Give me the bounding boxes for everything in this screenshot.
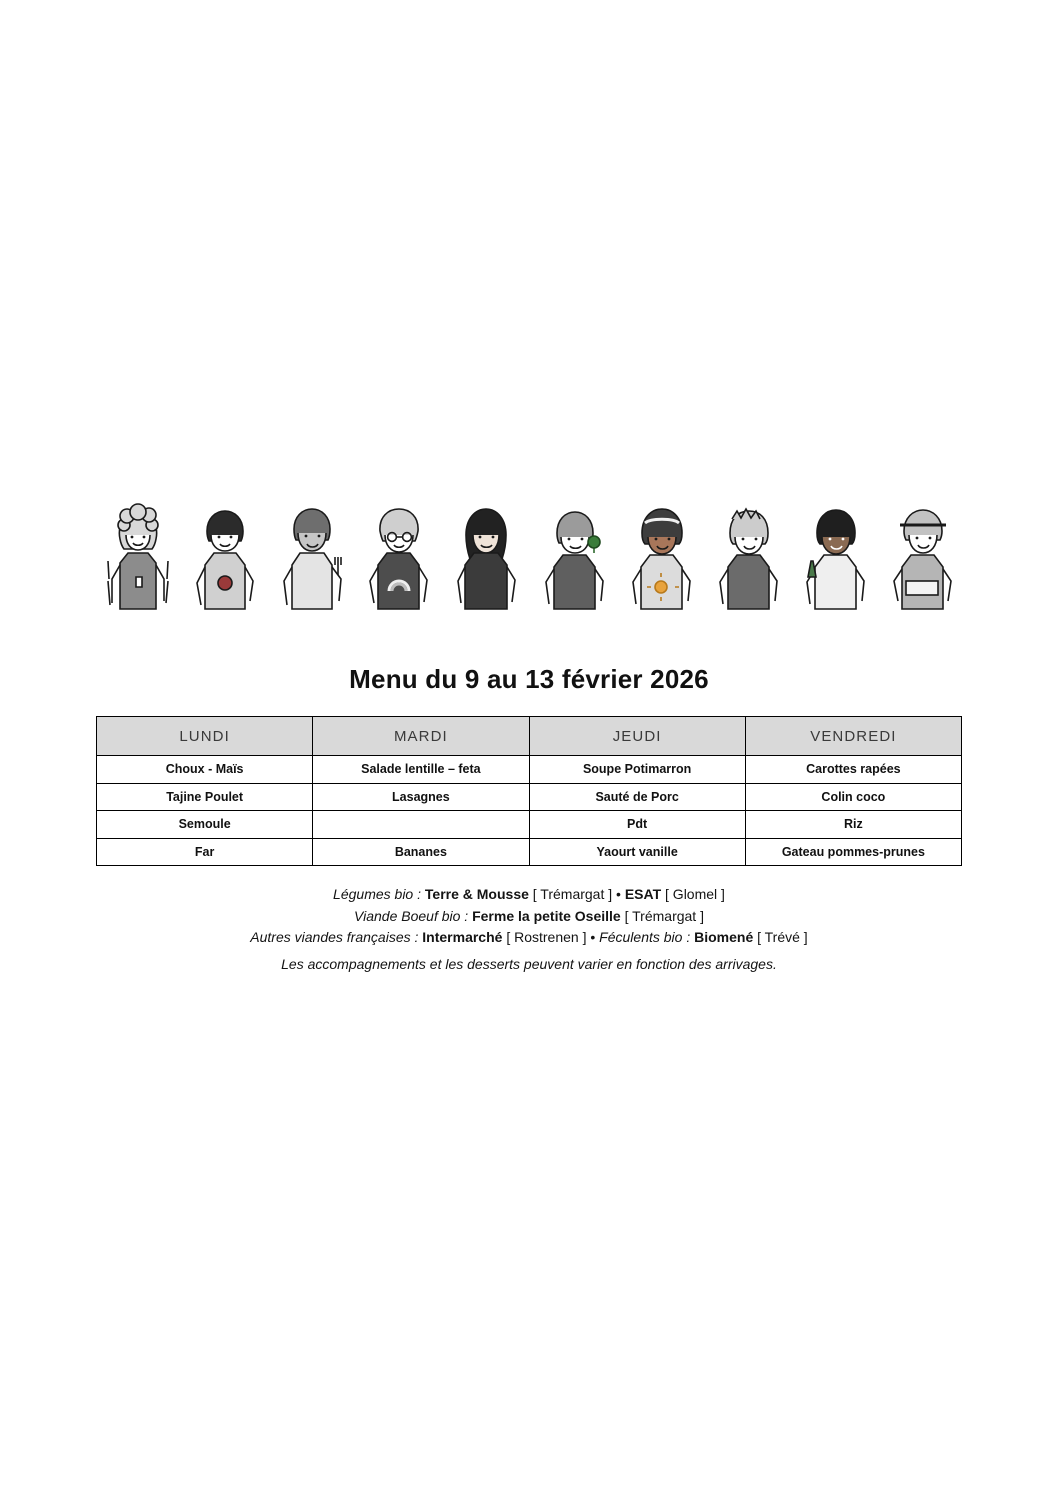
supplier-biomene: Biomené <box>694 929 754 946</box>
child-dark-hair-bowl-icon <box>187 495 263 623</box>
label-feculents-bio: Féculents bio : <box>599 929 695 946</box>
child-holding-drink-icon <box>797 495 873 623</box>
menu-cell: Bananes <box>313 838 529 866</box>
supplier-note-line-2 <box>0 906 1058 928</box>
menu-table-container <box>96 716 962 866</box>
label-legumes-bio: Légumes bio : <box>333 886 425 902</box>
table-row <box>97 756 962 784</box>
menu-cell: Semoule <box>97 811 313 839</box>
menu-cell: Choux - Maïs <box>97 756 313 784</box>
place-tremargat: [ Trémargat ] <box>528 886 617 902</box>
child-spiky-hair-icon <box>710 495 786 623</box>
place-glomel: [ Glomel ] <box>661 886 725 902</box>
label-autres-viandes: Autres viandes françaises : <box>250 929 423 946</box>
menu-cell: Salade lentille – feta <box>313 756 529 784</box>
menu-cell: Carottes rapées <box>745 756 961 784</box>
menu-table <box>96 716 962 866</box>
column-header-lundi: LUNDI <box>97 717 313 756</box>
child-short-hair-fork-icon <box>274 495 350 623</box>
table-row <box>97 811 962 839</box>
menu-cell: Sauté de Porc <box>529 783 745 811</box>
page-title: Menu du 9 au 13 février 2026 <box>349 664 709 694</box>
child-holding-broccoli-icon <box>536 495 612 623</box>
separator-bullet-2: • <box>590 929 600 946</box>
menu-cell: Gateau pommes-prunes <box>745 838 961 866</box>
variation-note: Les accompagnements et les desserts peuvent varier en fonction des arrivages. <box>281 956 777 972</box>
menu-cell: Riz <box>745 811 961 839</box>
child-cap-holding-tray-icon <box>884 495 960 623</box>
label-viande-boeuf-bio: Viande Boeuf bio : <box>354 907 473 924</box>
supplier-esat: ESAT <box>624 886 662 902</box>
separator-bullet: • <box>616 886 625 902</box>
column-header-vendredi: VENDREDI <box>745 717 961 756</box>
place-rostrenen: [ Rostrenen ] <box>502 929 591 946</box>
supplier-note-line-1 <box>0 884 1058 906</box>
column-header-jeudi: JEUDI <box>529 717 745 756</box>
children-with-food-illustration <box>100 488 960 623</box>
supplier-ferme-petite-oseille: Ferme la petite Oseille <box>472 907 621 924</box>
place-treve: [ Trévé ] <box>753 929 808 946</box>
supplier-terre-et-mousse: Terre & Mousse <box>424 886 529 902</box>
table-row <box>97 838 962 866</box>
menu-cell: Pdt <box>529 811 745 839</box>
table-header-row <box>97 717 962 756</box>
supplier-notes <box>0 884 1058 949</box>
menu-cell: Yaourt vanille <box>529 838 745 866</box>
menu-cell: Lasagnes <box>313 783 529 811</box>
menu-cell: Far <box>97 838 313 866</box>
place-tremargat-2: [ Trémargat ] <box>620 907 704 924</box>
menu-cell: Tajine Poulet <box>97 783 313 811</box>
child-curly-hair-fork-knife-icon <box>100 495 176 623</box>
child-long-dark-hair-icon <box>448 495 524 623</box>
child-glasses-rainbow-shirt-icon <box>361 495 437 623</box>
supplier-intermarche: Intermarché <box>422 929 503 946</box>
table-row <box>97 783 962 811</box>
supplier-note-line-3 <box>0 927 1058 949</box>
child-headband-sun-shirt-icon <box>623 495 699 623</box>
column-header-mardi: MARDI <box>313 717 529 756</box>
menu-cell <box>313 811 529 839</box>
menu-cell: Colin coco <box>745 783 961 811</box>
menu-cell: Soupe Potimarron <box>529 756 745 784</box>
